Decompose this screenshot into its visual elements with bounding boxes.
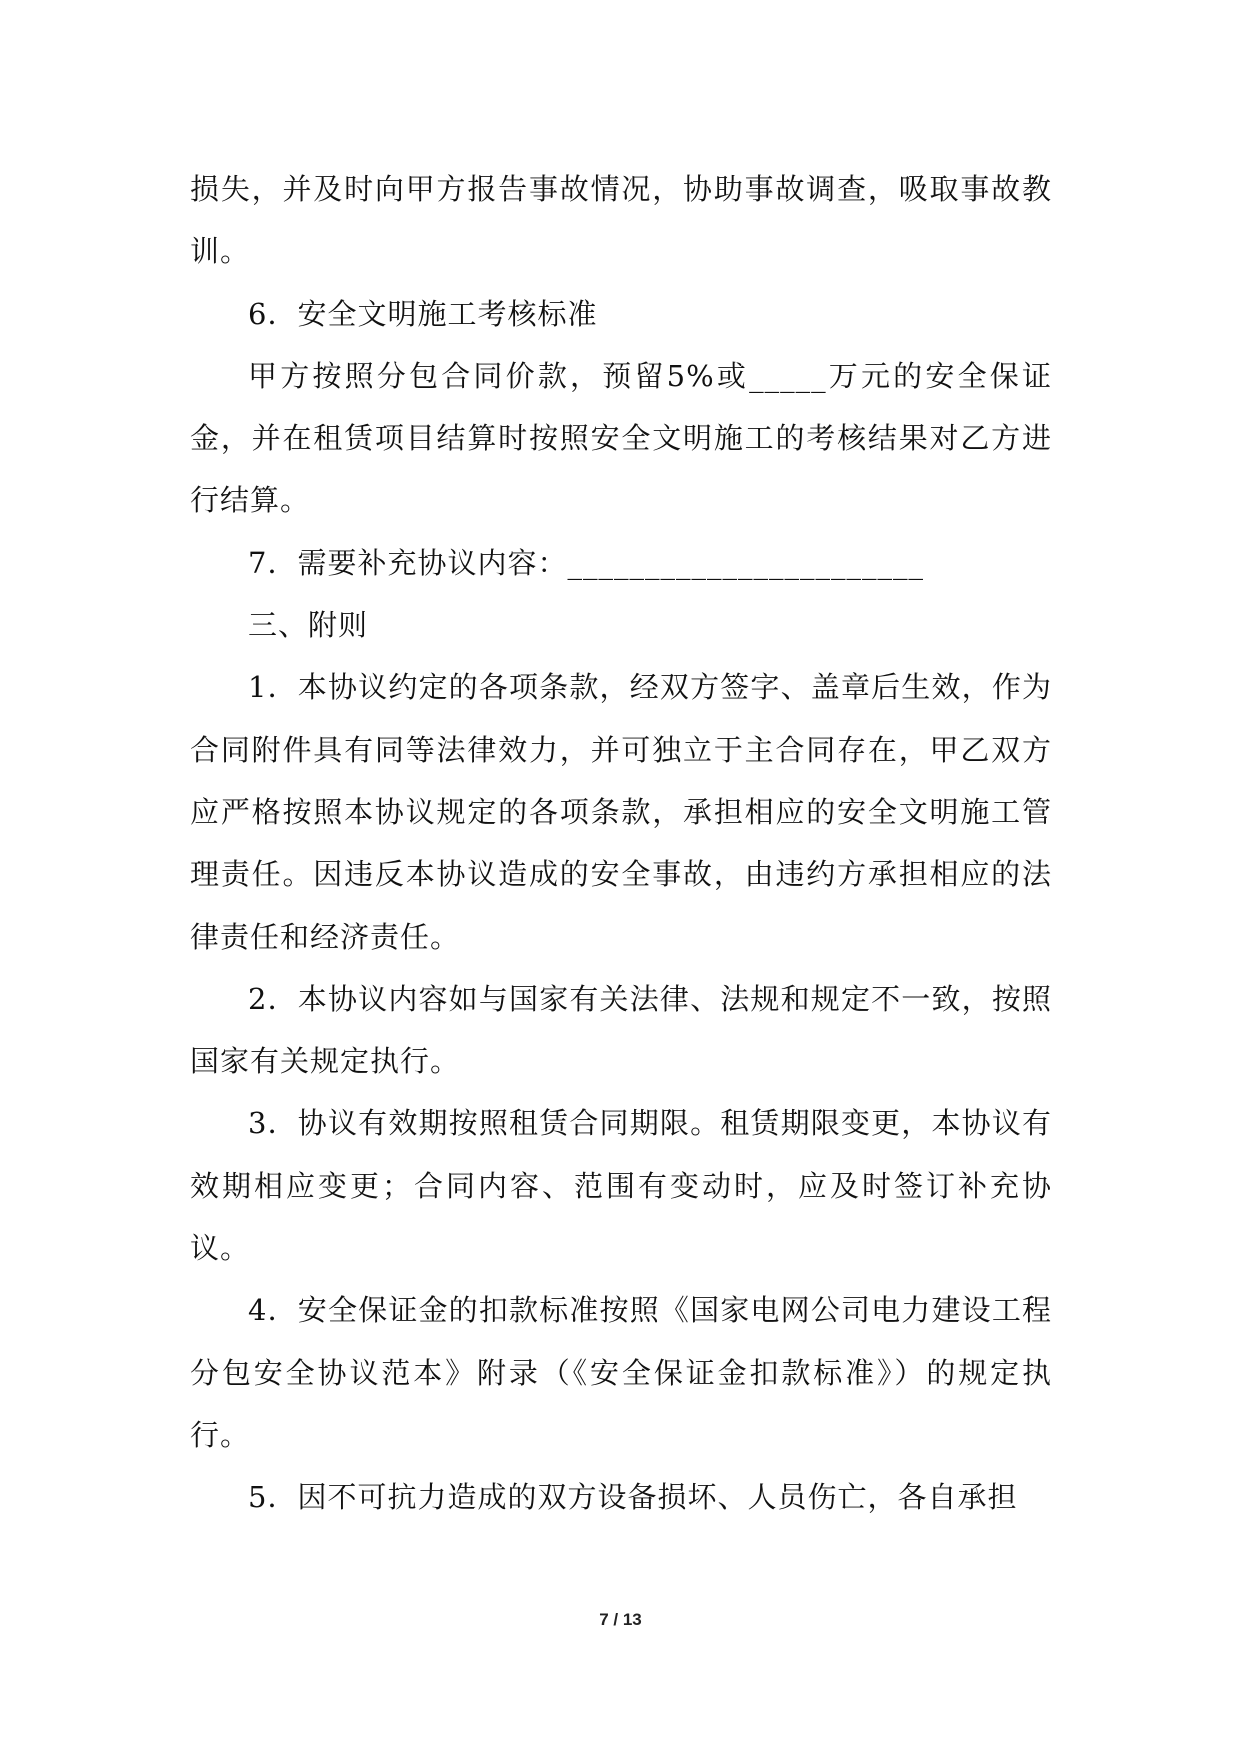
- paragraph-appendix-item-1: 1．本协议约定的各项条款，经双方签字、盖章后生效，作为合同附件具有同等法律效力，并可独立于主合同存在，甲乙双方应严格按照本协议规定的各项条款，承担相应的安全文明施工管理责任。因违反本协议造成的安全事故，由违约方承担相应的法律责任和经济责任。: [190, 670, 1052, 954]
- paragraph-appendix-item-5: 5．因不可抗力造成的双方设备损坏、人员伤亡，各自承担: [248, 1480, 1018, 1515]
- paragraph-appendix-item-4: 4．安全保证金的扣款标准按照《国家电网公司电力建设工程分包安全协议范本》附录（《安全保证金扣款标准》）的规定执行。: [190, 1293, 1052, 1452]
- heading-safety-assessment-standard: 6．安全文明施工考核标准: [248, 296, 598, 331]
- document-body: [190, 158, 1052, 1529]
- paragraph-accident-loss-continuation: 损失，并及时向甲方报告事故情况，协助事故调查，吸取事故教训。: [190, 172, 1052, 269]
- page-number: 7 / 13: [599, 1610, 642, 1629]
- paragraph-supplementary-content: 7．需要补充协议内容：_______________________: [248, 545, 924, 580]
- paragraph-appendix-item-2: 2．本协议内容如与国家有关法律、法规和规定不一致，按照国家有关规定执行。: [190, 981, 1052, 1079]
- paragraph-appendix-item-3: 3．协议有效期按照租赁合同期限。租赁期限变更，本协议有效期相应变更；合同内容、范围有变动时，应及时签订补充协议。: [190, 1106, 1052, 1266]
- heading-appendix: 三、附则: [248, 608, 369, 643]
- paragraph-safety-deposit: 甲方按照分包合同价款，预留5%或_____万元的安全保证金，并在租赁项目结算时按照安全文明施工的考核结果对乙方进行结算。: [190, 358, 1052, 518]
